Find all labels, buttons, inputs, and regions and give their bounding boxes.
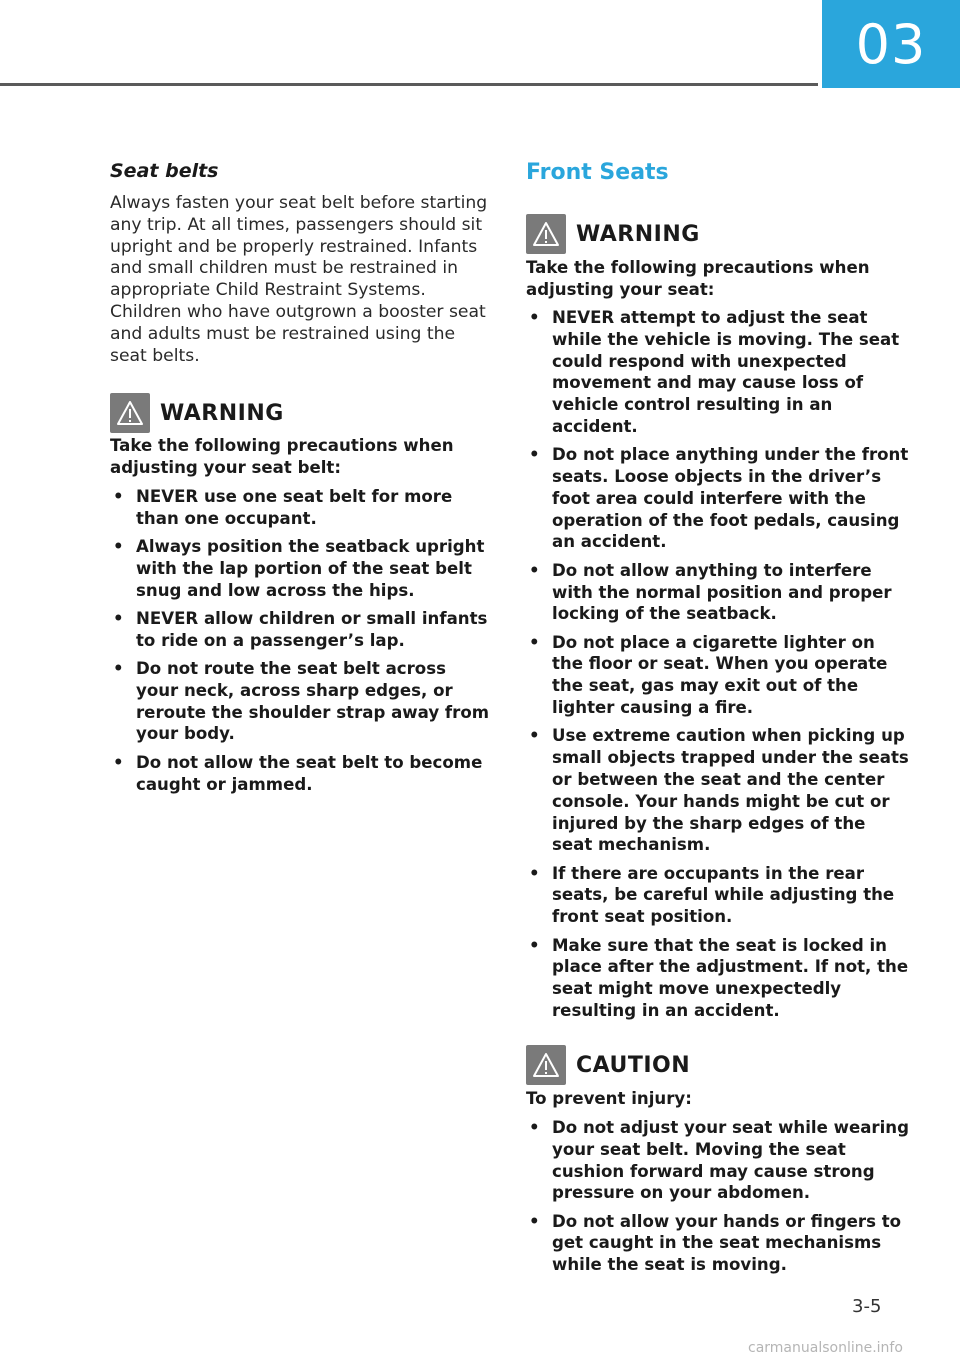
list-item: • Do not place anything under the front seats. Loose objects in the driver’s foot area could interfere with the operation of the foot pedals, causing an accident.: [526, 444, 910, 553]
seat-belts-subheading: Seat belts: [110, 160, 219, 182]
warning-label: WARNING: [160, 400, 284, 426]
list-item: • Do not place a cigarette lighter on the floor or seat. When you operate the seat, gas may exit out of the lighter causing a fire.: [526, 632, 910, 719]
warning-label: WARNING: [576, 221, 700, 247]
seat-caution-intro: To prevent injury:: [526, 1089, 692, 1108]
list-item: • Do not adjust your seat while wearing your seat belt. Moving the seat cushion forward may cause strong pressure on your abdomen.: [526, 1117, 910, 1204]
list-item: • Do not allow the seat belt to become caught or jammed.: [110, 752, 490, 796]
seat-caution-header: [526, 1045, 690, 1085]
caution-label: CAUTION: [576, 1052, 691, 1078]
seat-belt-warning-intro: Take the following precautions when adjusting your seat belt:: [110, 436, 454, 477]
watermark: carmanualsonline.info: [748, 1340, 903, 1356]
list-item: • Do not allow anything to interfere with the normal position and proper locking of the seatback.: [526, 560, 910, 625]
chapter-tab: 03: [822, 0, 960, 88]
seat-warning-intro: Take the following precautions when adjusting your seat:: [526, 258, 870, 299]
warning-triangle-icon: [110, 393, 150, 433]
list-item: • If there are occupants in the rear seats, be careful while adjusting the front seat position.: [526, 863, 910, 928]
list-item: • NEVER allow children or small infants to ride on a passenger’s lap.: [110, 608, 490, 652]
header-rule: [0, 83, 818, 86]
caution-triangle-icon: [526, 1045, 566, 1085]
warning-triangle-icon: [526, 214, 566, 254]
seat-warning-header: [526, 214, 700, 254]
seat-warning-list: [526, 307, 910, 1028]
list-item: • NEVER use one seat belt for more than one occupant.: [110, 486, 490, 530]
list-item: • Always position the seatback upright with the lap portion of the seat belt snug and low across the hips.: [110, 536, 490, 601]
list-item: • Use extreme caution when picking up small objects trapped under the seats or between the seat and the center console. Your hands might be cut or injured by the sharp edges of the seat mechanism.: [526, 725, 910, 856]
list-item: • Make sure that the seat is locked in place after the adjustment. If not, the seat might move unexpectedly resulting in an accident.: [526, 935, 910, 1022]
seat-caution-list: [526, 1117, 910, 1283]
seat-belt-warning-header: [110, 393, 284, 433]
seat-belt-warning-list: [110, 486, 490, 802]
list-item: • Do not allow your hands or fingers to get caught in the seat mechanisms while the seat is moving.: [526, 1211, 910, 1276]
list-item: • NEVER attempt to adjust the seat while the vehicle is moving. The seat could respond with unexpected movement and may cause loss of vehicle control resulting in an accident.: [526, 307, 910, 438]
seat-belts-body: Always fasten your seat belt before starting any trip. At all times, passengers should sit upright and be properly restrained. Infants and small children must be restrained in appropriate Child Restraint Systems. Children who have outgrown a booster seat and adults must be restrained using the seat belts.: [110, 193, 488, 366]
page-number: 3-5: [852, 1296, 882, 1317]
list-item: • Do not route the seat belt across your neck, across sharp edges, or reroute the shoulder strap away from your body.: [110, 658, 490, 745]
front-seats-title: Front Seats: [526, 160, 669, 185]
